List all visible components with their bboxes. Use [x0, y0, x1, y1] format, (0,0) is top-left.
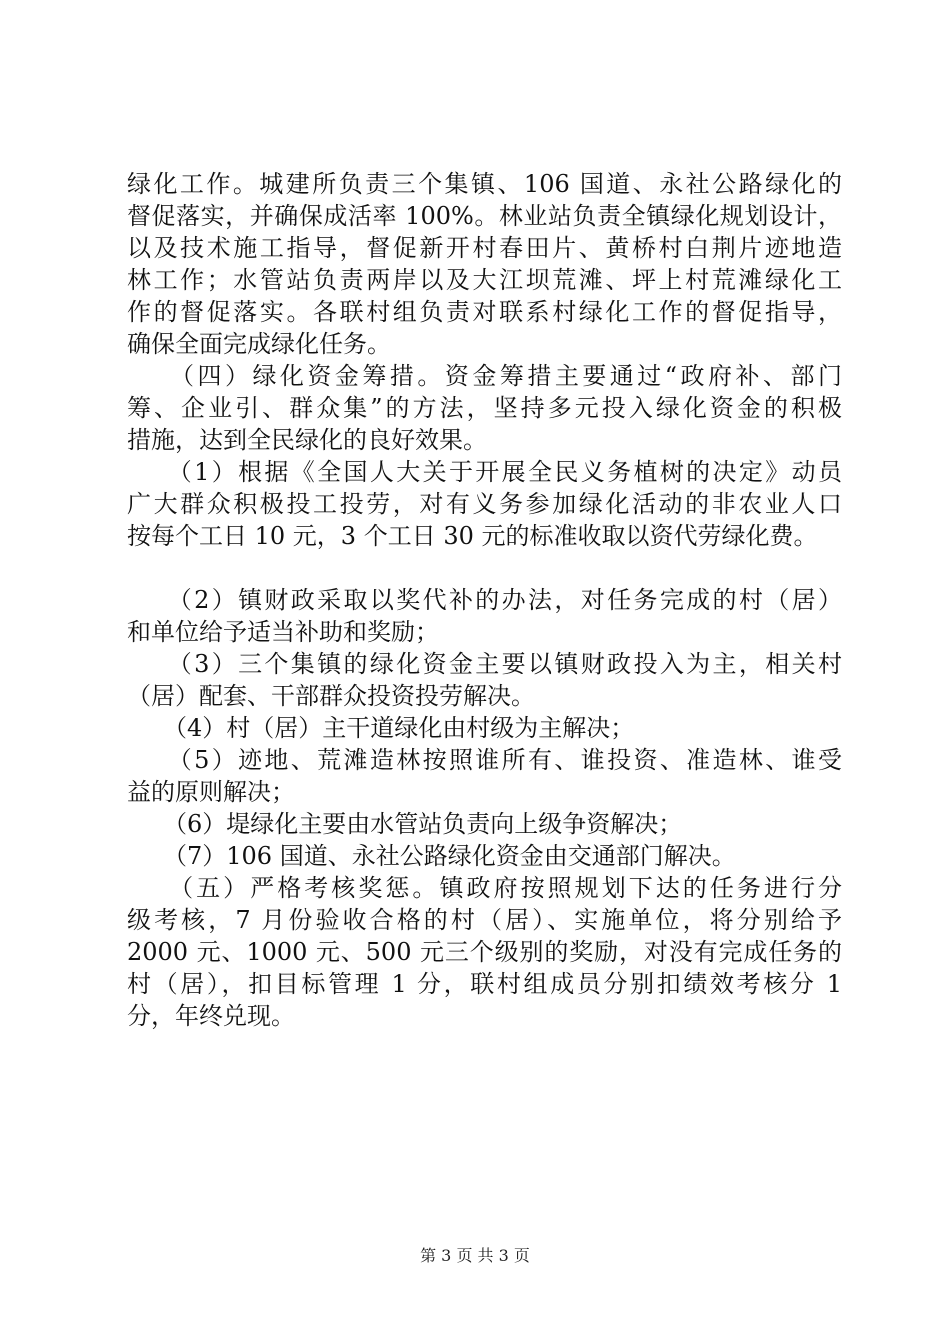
text-line: 督促落实，并确保成活率 100%。林业站负责全镇绿化规划设计，	[127, 202, 842, 230]
text-line: 和单位给予适当补助和奖励；	[127, 618, 439, 646]
text-line: 分，年终兑现。	[127, 1002, 295, 1030]
blank-line	[127, 552, 842, 584]
text-line: 以及技术施工指导，督促新开村春田片、黄桥村白荆片迹地造	[127, 234, 842, 262]
text-line: （7）106 国道、永社公路绿化资金由交通部门解决。	[127, 842, 736, 870]
text-line: 级考核，7 月份验收合格的村（居）、实施单位，将分别给予	[127, 906, 842, 934]
document-body	[127, 168, 842, 1032]
text-line: 筹、企业引、群众集”的方法，坚持多元投入绿化资金的积极	[127, 394, 842, 422]
text-line: 村（居），扣目标管理 1 分，联村组成员分别扣绩效考核分 1	[127, 970, 842, 998]
text-line: （2）镇财政采取以奖代补的办法，对任务完成的村（居）	[127, 586, 842, 614]
text-line: 绿化工作。城建所负责三个集镇、106 国道、永社公路绿化的	[127, 170, 842, 198]
text-line: （居）配套、干部群众投资投劳解决。	[127, 682, 535, 710]
text-line: （5）迹地、荒滩造林按照谁所有、谁投资、准造林、谁受	[127, 746, 842, 774]
text-line: 广大群众积极投工投劳，对有义务参加绿化活动的非农业人口	[127, 490, 842, 518]
text-line: 措施，达到全民绿化的良好效果。	[127, 426, 487, 454]
text-line: （1）根据《全国人大关于开展全民义务植树的决定》动员	[127, 458, 842, 486]
text-line: （4）村（居）主干道绿化由村级为主解决；	[127, 714, 635, 742]
text-line: 2000 元、1000 元、500 元三个级别的奖励，对没有完成任务的	[127, 938, 842, 966]
text-line: 作的督促落实。各联村组负责对联系村绿化工作的督促指导，	[127, 298, 842, 326]
page-number-label: 第 3 页 共 3 页	[420, 1246, 530, 1265]
page-footer	[0, 1245, 950, 1267]
text-line: 益的原则解决；	[127, 778, 295, 806]
text-line: 确保全面完成绿化任务。	[127, 330, 391, 358]
text-line: （3）三个集镇的绿化资金主要以镇财政投入为主，相关村	[127, 650, 842, 678]
text-line: （四）绿化资金筹措。资金筹措主要通过“政府补、部门	[127, 362, 842, 390]
text-line: 林工作；水管站负责两岸以及大江坝荒滩、坪上村荒滩绿化工	[127, 266, 842, 294]
text-line: （五）严格考核奖惩。镇政府按照规划下达的任务进行分	[127, 874, 842, 902]
text-line: （6）堤绿化主要由水管站负责向上级争资解决；	[127, 810, 683, 838]
text-line: 按每个工日 10 元，3 个工日 30 元的标准收取以资代劳绿化费。	[127, 522, 818, 550]
